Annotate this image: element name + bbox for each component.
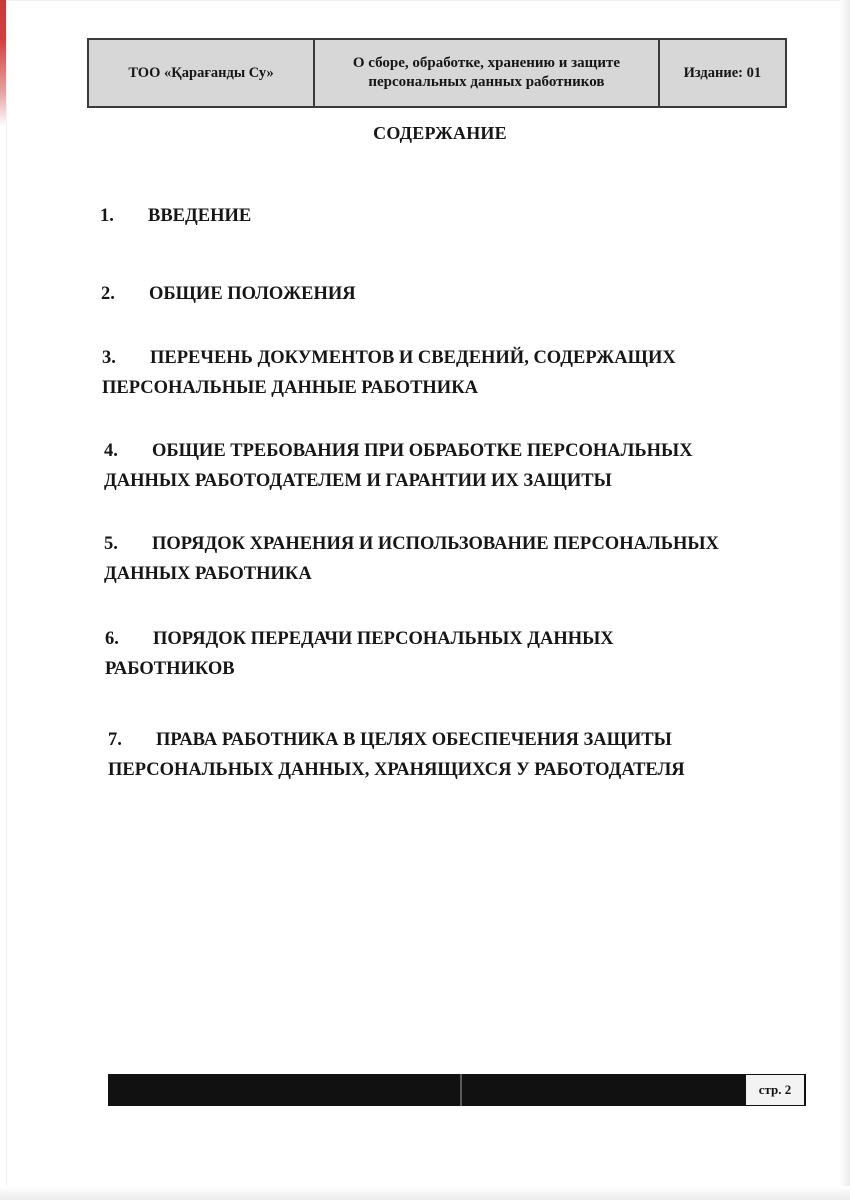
footer-divider [460, 1074, 462, 1106]
toc-item-7 [108, 725, 685, 785]
toc-item-5 [104, 529, 719, 589]
toc-item-text-continued: ДАННЫХ РАБОТОДАТЕЛЕМ И ГАРАНТИИ ИХ ЗАЩИТЫ [104, 471, 612, 491]
toc-item-text: ПОРЯДОК ПЕРЕДАЧИ ПЕРСОНАЛЬНЫХ ДАННЫХ [153, 629, 614, 649]
toc-item-text: ПРАВА РАБОТНИКА В ЦЕЛЯХ ОБЕСПЕЧЕНИЯ ЗАЩИТЫ [156, 730, 672, 750]
toc-item-text-continued: ДАННЫХ РАБОТНИКА [104, 564, 312, 584]
header-company: ТОО «Қарағанды Су» [88, 39, 314, 107]
toc-item-number: 7. [108, 730, 122, 750]
toc-item-text: ВВЕДЕНИЕ [148, 206, 252, 226]
toc-item-text: ОБЩИЕ ПОЛОЖЕНИЯ [149, 284, 356, 304]
header-edition: Издание: 01 [659, 39, 786, 107]
toc-item-text: ПЕРЕЧЕНЬ ДОКУМЕНТОВ И СВЕДЕНИЙ, СОДЕРЖАЩИХ [150, 348, 676, 368]
toc-item-text: ПОРЯДОК ХРАНЕНИЯ И ИСПОЛЬЗОВАНИЕ ПЕРСОНАЛЬНЫХ [152, 534, 719, 554]
page-footer [108, 1074, 806, 1106]
toc-item-number: 4. [104, 441, 118, 461]
page-title: СОДЕРЖАНИЕ [373, 123, 507, 143]
toc-item-text-continued: ПЕРСОНАЛЬНЫХ ДАННЫХ, ХРАНЯЩИХСЯ У РАБОТОДАТЕЛЯ [108, 760, 685, 780]
toc-item-number: 2. [101, 284, 115, 304]
page-number: стр. 2 [746, 1075, 804, 1105]
toc-item-1 [100, 201, 251, 231]
toc-item-text: ОБЩИЕ ТРЕБОВАНИЯ ПРИ ОБРАБОТКЕ ПЕРСОНАЛЬНЫХ [152, 441, 693, 461]
toc-item-number: 5. [104, 534, 118, 554]
toc-item-text-continued: ПЕРСОНАЛЬНЫЕ ДАННЫЕ РАБОТНИКА [102, 378, 478, 398]
toc-item-3 [102, 343, 676, 403]
toc-item-number: 3. [102, 348, 116, 368]
toc-item-6 [105, 624, 614, 684]
toc-item-text-continued: РАБОТНИКОВ [105, 659, 235, 679]
header-document-title: О сборе, обработке, хранению и защите персональных данных работников [314, 39, 659, 107]
toc-item-number: 6. [105, 629, 119, 649]
toc-item-2 [101, 279, 356, 309]
toc-item-number: 1. [100, 206, 114, 226]
toc-item-4 [104, 436, 693, 496]
